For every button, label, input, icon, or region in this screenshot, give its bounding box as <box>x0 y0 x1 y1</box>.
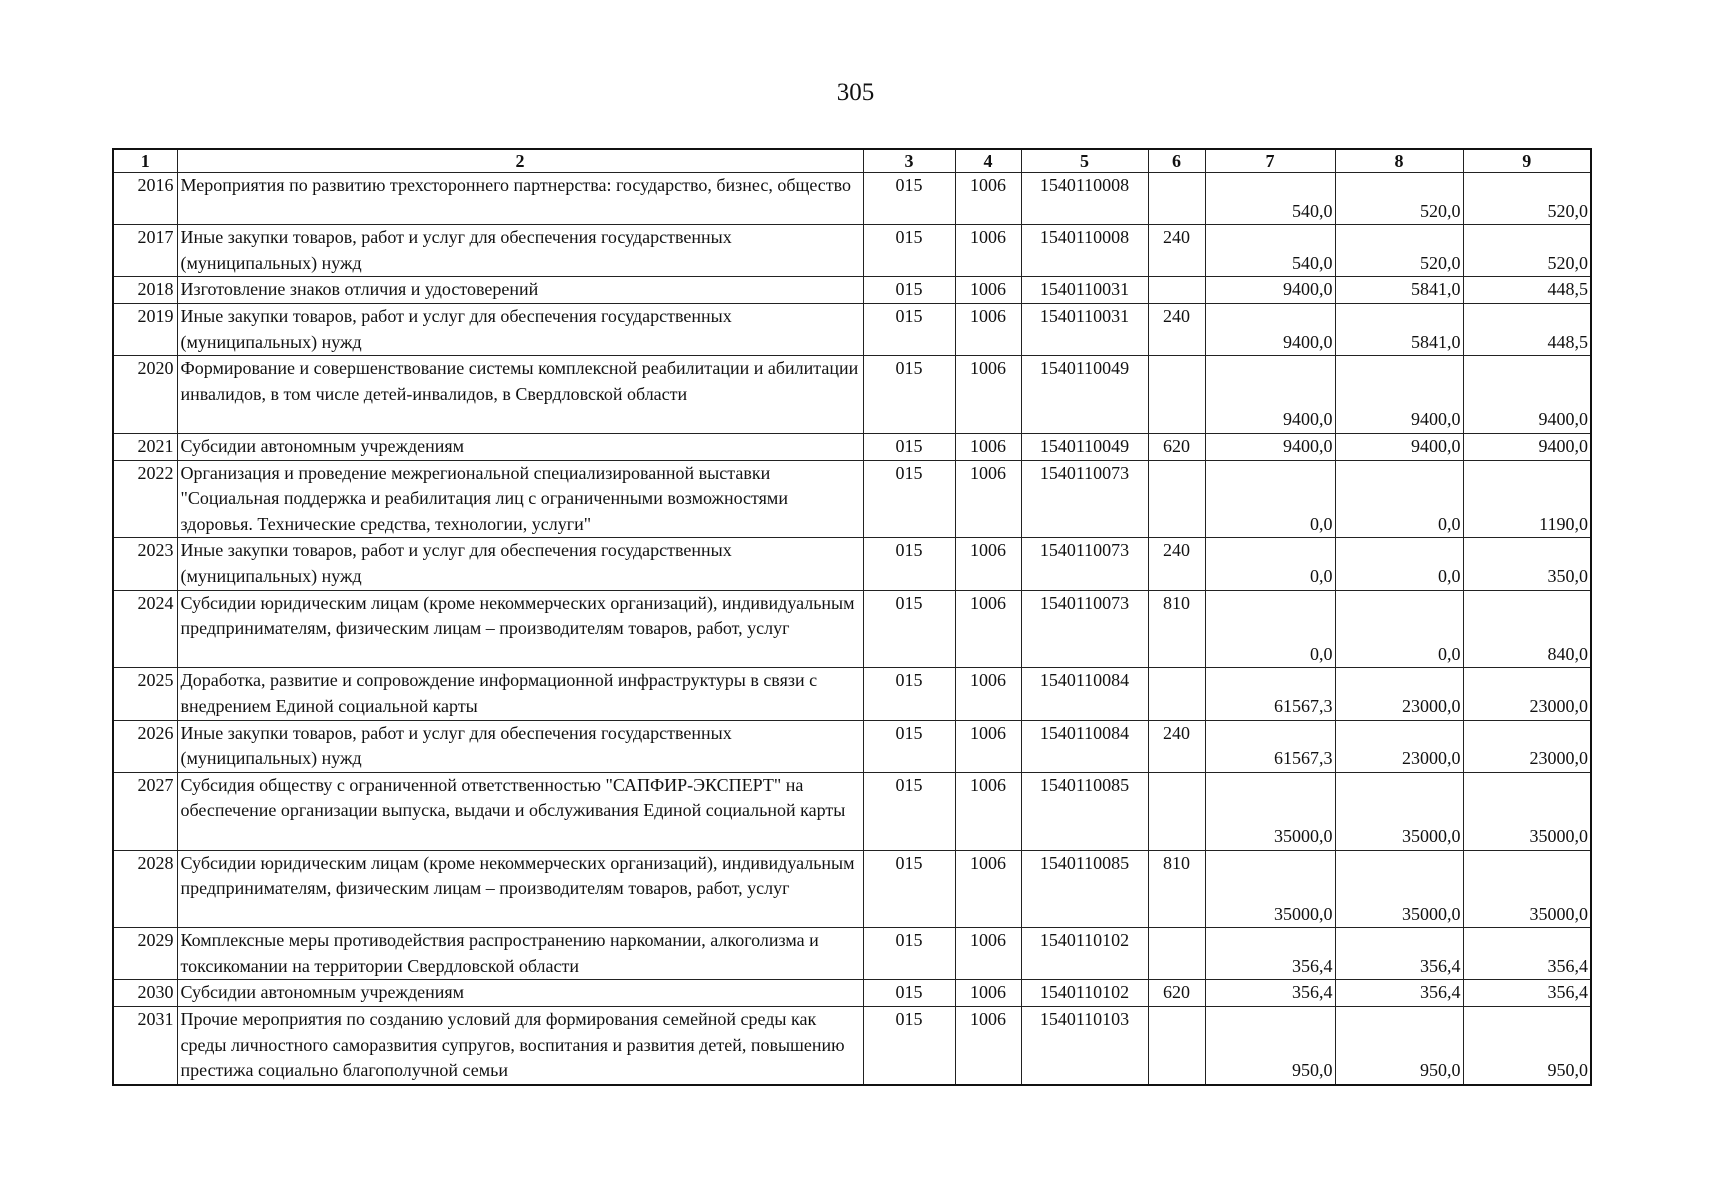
amount-9-cell: 350,0 <box>1463 538 1591 590</box>
column-4-cell: 1006 <box>955 1007 1021 1085</box>
row-number-cell: 2022 <box>113 460 177 538</box>
column-4-cell: 1006 <box>955 225 1021 277</box>
amount-8-cell: 5841,0 <box>1335 277 1463 304</box>
amount-7-cell: 9400,0 <box>1205 277 1335 304</box>
column-6-cell: 810 <box>1148 590 1205 668</box>
column-header: 4 <box>955 149 1021 173</box>
table-row <box>113 928 1591 980</box>
column-3-cell: 015 <box>863 538 955 590</box>
column-3-cell: 015 <box>863 173 955 225</box>
amount-8-cell: 35000,0 <box>1335 850 1463 928</box>
column-5-cell: 1540110085 <box>1021 772 1148 850</box>
page-number: 305 <box>836 79 875 106</box>
amount-7-cell: 35000,0 <box>1205 850 1335 928</box>
column-6-cell: 240 <box>1148 720 1205 772</box>
amount-9-cell: 356,4 <box>1463 980 1591 1007</box>
column-4-cell: 1006 <box>955 772 1021 850</box>
row-number-cell: 2017 <box>113 225 177 277</box>
column-6-cell: 240 <box>1148 303 1205 355</box>
column-header: 8 <box>1335 149 1463 173</box>
column-6-cell <box>1148 173 1205 225</box>
row-name-cell: Иные закупки товаров, работ и услуг для обеспечения государственных (муниципальных) нужд <box>177 225 863 277</box>
column-3-cell: 015 <box>863 590 955 668</box>
column-5-cell: 1540110102 <box>1021 980 1148 1007</box>
table-row <box>113 460 1591 538</box>
amount-8-cell: 9400,0 <box>1335 433 1463 460</box>
column-3-cell: 015 <box>863 850 955 928</box>
amount-8-cell: 0,0 <box>1335 590 1463 668</box>
column-5-cell: 1540110049 <box>1021 433 1148 460</box>
column-4-cell: 1006 <box>955 303 1021 355</box>
row-number-cell: 2028 <box>113 850 177 928</box>
column-6-cell <box>1148 1007 1205 1085</box>
amount-8-cell: 23000,0 <box>1335 668 1463 720</box>
column-header: 7 <box>1205 149 1335 173</box>
amount-9-cell: 23000,0 <box>1463 668 1591 720</box>
column-5-cell: 1540110102 <box>1021 928 1148 980</box>
table-body <box>113 173 1591 1085</box>
column-4-cell: 1006 <box>955 720 1021 772</box>
amount-8-cell: 9400,0 <box>1335 356 1463 434</box>
row-number-cell: 2025 <box>113 668 177 720</box>
amount-9-cell: 356,4 <box>1463 928 1591 980</box>
column-3-cell: 015 <box>863 433 955 460</box>
amount-7-cell: 61567,3 <box>1205 720 1335 772</box>
column-6-cell <box>1148 277 1205 304</box>
column-6-cell: 620 <box>1148 433 1205 460</box>
row-number-cell: 2021 <box>113 433 177 460</box>
column-6-cell: 620 <box>1148 980 1205 1007</box>
row-number-cell: 2023 <box>113 538 177 590</box>
column-4-cell: 1006 <box>955 980 1021 1007</box>
amount-7-cell: 61567,3 <box>1205 668 1335 720</box>
amount-7-cell: 950,0 <box>1205 1007 1335 1085</box>
row-number-cell: 2030 <box>113 980 177 1007</box>
row-name-cell: Субсидии юридическим лицам (кроме некоммерческих организаций), индивидуальным предпринимателям, физическим лицам – производителям товаров, работ, услуг <box>177 590 863 668</box>
column-3-cell: 015 <box>863 225 955 277</box>
column-6-cell <box>1148 928 1205 980</box>
amount-7-cell: 0,0 <box>1205 590 1335 668</box>
budget-table <box>112 148 1592 1086</box>
table-row <box>113 980 1591 1007</box>
row-name-cell: Иные закупки товаров, работ и услуг для обеспечения государственных (муниципальных) нужд <box>177 720 863 772</box>
column-5-cell: 1540110085 <box>1021 850 1148 928</box>
amount-9-cell: 35000,0 <box>1463 850 1591 928</box>
column-3-cell: 015 <box>863 928 955 980</box>
column-4-cell: 1006 <box>955 173 1021 225</box>
amount-9-cell: 23000,0 <box>1463 720 1591 772</box>
column-6-cell: 240 <box>1148 225 1205 277</box>
amount-9-cell: 520,0 <box>1463 225 1591 277</box>
row-name-cell: Изготовление знаков отличия и удостоверений <box>177 277 863 304</box>
column-5-cell: 1540110073 <box>1021 460 1148 538</box>
column-3-cell: 015 <box>863 720 955 772</box>
column-3-cell: 015 <box>863 772 955 850</box>
amount-8-cell: 23000,0 <box>1335 720 1463 772</box>
row-name-cell: Комплексные меры противодействия распространению наркомании, алкоголизма и токсикомании на территории Свердловской области <box>177 928 863 980</box>
table-row <box>113 720 1591 772</box>
column-header: 5 <box>1021 149 1148 173</box>
column-6-cell <box>1148 668 1205 720</box>
amount-8-cell: 356,4 <box>1335 980 1463 1007</box>
column-header: 6 <box>1148 149 1205 173</box>
row-name-cell: Субсидии юридическим лицам (кроме некоммерческих организаций), индивидуальным предпринимателям, физическим лицам – производителям товаров, работ, услуг <box>177 850 863 928</box>
row-number-cell: 2027 <box>113 772 177 850</box>
row-name-cell: Прочие мероприятия по созданию условий для формирования семейной среды как среды личностного саморазвития супругов, воспитания и развития детей, повышению престижа социально благополучной семьи <box>177 1007 863 1085</box>
column-6-cell: 810 <box>1148 850 1205 928</box>
row-name-cell: Субсидии автономным учреждениям <box>177 433 863 460</box>
row-number-cell: 2024 <box>113 590 177 668</box>
column-4-cell: 1006 <box>955 928 1021 980</box>
amount-7-cell: 356,4 <box>1205 980 1335 1007</box>
amount-9-cell: 448,5 <box>1463 277 1591 304</box>
row-number-cell: 2026 <box>113 720 177 772</box>
row-number-cell: 2018 <box>113 277 177 304</box>
column-5-cell: 1540110084 <box>1021 720 1148 772</box>
column-5-cell: 1540110008 <box>1021 225 1148 277</box>
table-row <box>113 356 1591 434</box>
column-3-cell: 015 <box>863 1007 955 1085</box>
column-3-cell: 015 <box>863 980 955 1007</box>
column-6-cell: 240 <box>1148 538 1205 590</box>
row-name-cell: Иные закупки товаров, работ и услуг для обеспечения государственных (муниципальных) нужд <box>177 538 863 590</box>
amount-7-cell: 540,0 <box>1205 173 1335 225</box>
amount-8-cell: 5841,0 <box>1335 303 1463 355</box>
amount-7-cell: 540,0 <box>1205 225 1335 277</box>
table-row <box>113 668 1591 720</box>
amount-9-cell: 9400,0 <box>1463 433 1591 460</box>
table-row <box>113 538 1591 590</box>
column-4-cell: 1006 <box>955 538 1021 590</box>
column-5-cell: 1540110084 <box>1021 668 1148 720</box>
column-3-cell: 015 <box>863 668 955 720</box>
amount-8-cell: 0,0 <box>1335 538 1463 590</box>
amount-9-cell: 448,5 <box>1463 303 1591 355</box>
table-row <box>113 1007 1591 1085</box>
table-row <box>113 850 1591 928</box>
column-4-cell: 1006 <box>955 356 1021 434</box>
row-number-cell: 2020 <box>113 356 177 434</box>
column-4-cell: 1006 <box>955 590 1021 668</box>
column-5-cell: 1540110031 <box>1021 303 1148 355</box>
row-name-cell: Формирование и совершенствование системы комплексной реабилитации и абилитации инвалидов, в том числе детей-инвалидов, в Свердловской области <box>177 356 863 434</box>
column-5-cell: 1540110103 <box>1021 1007 1148 1085</box>
row-name-cell: Иные закупки товаров, работ и услуг для обеспечения государственных (муниципальных) нужд <box>177 303 863 355</box>
row-name-cell: Субсидия обществу с ограниченной ответственностью "САПФИР-ЭКСПЕРТ" на обеспечение организации выпуска, выдачи и обслуживания Единой социальной карты <box>177 772 863 850</box>
column-6-cell <box>1148 356 1205 434</box>
row-number-cell: 2031 <box>113 1007 177 1085</box>
table-row <box>113 303 1591 355</box>
header-row <box>113 149 1591 173</box>
amount-9-cell: 1190,0 <box>1463 460 1591 538</box>
column-5-cell: 1540110031 <box>1021 277 1148 304</box>
table-row <box>113 590 1591 668</box>
column-header: 9 <box>1463 149 1591 173</box>
table-row <box>113 772 1591 850</box>
column-5-cell: 1540110073 <box>1021 538 1148 590</box>
column-header: 1 <box>113 149 177 173</box>
amount-8-cell: 950,0 <box>1335 1007 1463 1085</box>
column-4-cell: 1006 <box>955 850 1021 928</box>
table-row <box>113 225 1591 277</box>
amount-7-cell: 9400,0 <box>1205 303 1335 355</box>
column-4-cell: 1006 <box>955 460 1021 538</box>
row-number-cell: 2029 <box>113 928 177 980</box>
column-3-cell: 015 <box>863 460 955 538</box>
column-header: 2 <box>177 149 863 173</box>
amount-8-cell: 35000,0 <box>1335 772 1463 850</box>
table-row <box>113 433 1591 460</box>
row-name-cell: Организация и проведение межрегиональной специализированной выставки "Социальная поддержка и реабилитация лиц с ограниченными возможностями здоровья. Технические средства, технологии, услуги" <box>177 460 863 538</box>
amount-7-cell: 35000,0 <box>1205 772 1335 850</box>
column-4-cell: 1006 <box>955 668 1021 720</box>
amount-8-cell: 520,0 <box>1335 173 1463 225</box>
column-3-cell: 015 <box>863 277 955 304</box>
column-3-cell: 015 <box>863 303 955 355</box>
row-name-cell: Мероприятия по развитию трехстороннего партнерства: государство, бизнес, общество <box>177 173 863 225</box>
column-6-cell <box>1148 460 1205 538</box>
amount-8-cell: 356,4 <box>1335 928 1463 980</box>
amount-7-cell: 0,0 <box>1205 460 1335 538</box>
amount-7-cell: 0,0 <box>1205 538 1335 590</box>
amount-9-cell: 950,0 <box>1463 1007 1591 1085</box>
amount-9-cell: 520,0 <box>1463 173 1591 225</box>
row-name-cell: Доработка, развитие и сопровождение информационной инфраструктуры в связи с внедрением Единой социальной карты <box>177 668 863 720</box>
amount-7-cell: 356,4 <box>1205 928 1335 980</box>
amount-7-cell: 9400,0 <box>1205 433 1335 460</box>
column-5-cell: 1540110008 <box>1021 173 1148 225</box>
column-4-cell: 1006 <box>955 433 1021 460</box>
row-number-cell: 2016 <box>113 173 177 225</box>
amount-9-cell: 35000,0 <box>1463 772 1591 850</box>
table-row <box>113 173 1591 225</box>
amount-8-cell: 520,0 <box>1335 225 1463 277</box>
column-5-cell: 1540110073 <box>1021 590 1148 668</box>
row-name-cell: Субсидии автономным учреждениям <box>177 980 863 1007</box>
table-row <box>113 277 1591 304</box>
column-header: 3 <box>863 149 955 173</box>
amount-9-cell: 840,0 <box>1463 590 1591 668</box>
column-6-cell <box>1148 772 1205 850</box>
amount-8-cell: 0,0 <box>1335 460 1463 538</box>
column-5-cell: 1540110049 <box>1021 356 1148 434</box>
amount-7-cell: 9400,0 <box>1205 356 1335 434</box>
column-4-cell: 1006 <box>955 277 1021 304</box>
row-number-cell: 2019 <box>113 303 177 355</box>
amount-9-cell: 9400,0 <box>1463 356 1591 434</box>
column-3-cell: 015 <box>863 356 955 434</box>
